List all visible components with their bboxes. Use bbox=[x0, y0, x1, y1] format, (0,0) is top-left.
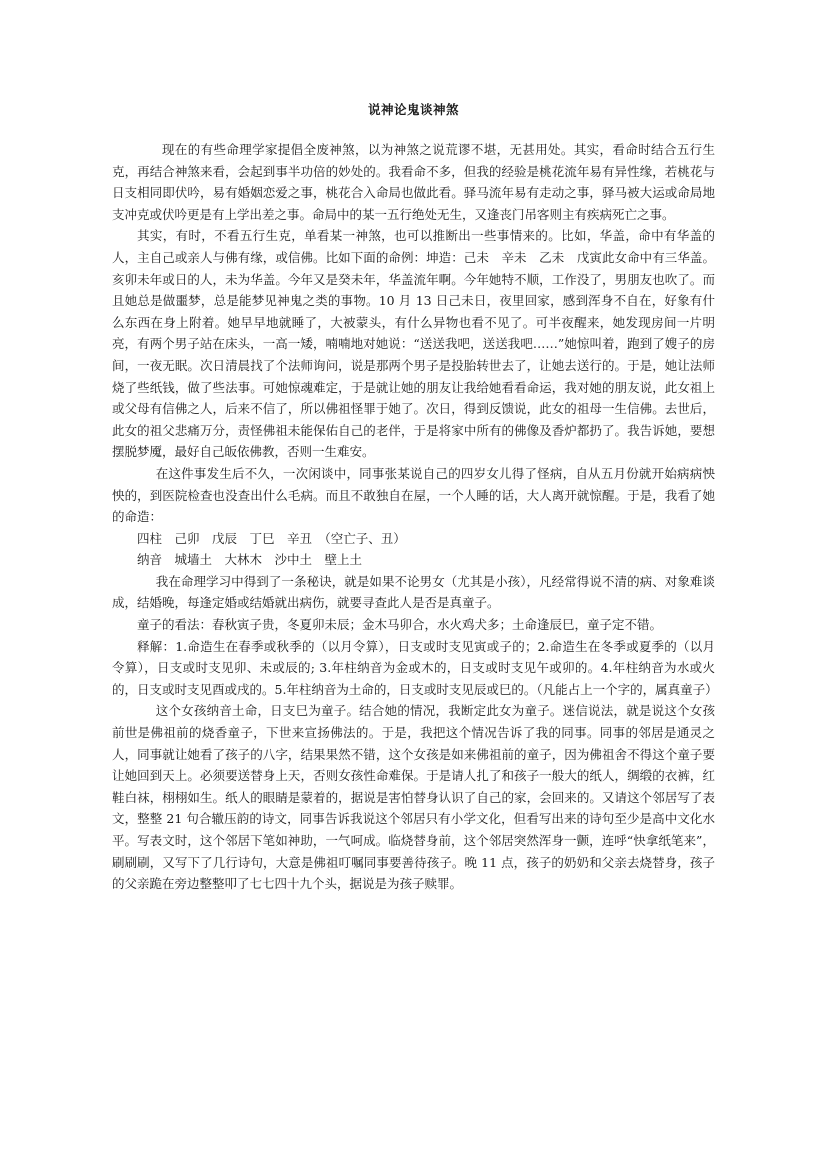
paragraph-explanation: 释解：1.命造生在春季或秋季的（以月令算），日支或时支见寅或子的；2.命造生在冬季或夏季的（以月令算），日支或时支见卯、未或辰的; 3.年柱纳音为金或木的，日支或时支见午或卯的。4.年柱纳音为水或火的，日支或时支见酉或戌的。5.年柱纳音为土命的，日支或时支见辰或巳的。（凡能占上一个字的，属真童子） bbox=[112, 638, 718, 697]
paragraph-conclusion: 这个女孩纳音土命，日支巳为童子。结合她的情况，我断定此女为童子。迷信说法，就是说这个女孩前世是佛祖前的烧香童子，下世来宣扬佛法的。于是，我把这个情况告诉了我的同事。同事的邻居是通灵之人，同事就让她看了孩子的八字，结果果然不错，这个女孩是如来佛祖前的童子，因为佛祖舍不得这个童子要让她回到天上。必须要送替身上天，否则女孩性命难保。于是请人扎了和孩子一般大的纸人，绸缎的衣裤，红鞋白袜，栩栩如生。纸人的眼睛是蒙着的，据说是害怕替身认识了自己的家，会回来的。又请这个邻居写了表文，整整 21 句合辙压韵的诗文，同事告诉我说这个邻居只有小学文化，但看写出来的诗句至少是高中文化水平。写表文时，这个邻居下笔如神助，一气呵成。临烧替身前，这个邻居突然浑身一颤，连呼“快拿纸笔来”，刷刷刷，又写下了几行诗句，大意是佛祖叮嘱同事要善待孩子。晚 11 点，孩子的奶奶和父亲去烧替身，孩子的父亲跪在旁边整整叩了七七四十九个头，据说是为孩子赎罪。 bbox=[112, 703, 715, 892]
paragraph-tongzi-rule: 童子的看法：春秋寅子贵，冬夏卯未辰；金木马卯合，水火鸡犬多；土命逢辰巳，童子定不错。 bbox=[137, 617, 663, 633]
chart-line-nayin: 纳音 城墙土 大林木 沙中土 壁上土 bbox=[137, 552, 363, 568]
paragraph-huagai-case: 其实，有时，不看五行生克，单看某一神煞，也可以推断出一些事情来的。比如，华盖，命中有华盖的人，主自己或亲人与佛有缘，或信佛。比如下面的命例：坤造：己未 辛未 乙未 戊寅此女命中有三华盖。亥卯未年或日的人，未为华盖。今年又是癸未年，华盖流年啊。今年她特不顺，工作没了，男朋友也吹了。而且她总是做噩梦，总是能梦见神鬼之类的事物。10 月 13 日己未日，夜里回家，感到浑身不自在，好象有什么东西在身上附着。她早早地就睡了，大被蒙头，有什么异物也看不见了。可半夜醒来，她发现房间一片明亮，有两个男子站在床头，一高一矮，喃喃地对她说：“送送我吧，送送我吧……”她惊叫着，跑到了嫂子的房间，一夜无眠。次日清晨找了个法师询问，说是那两个男子是投胎转世去了，让她去送行的。于是，她让法师烧了些纸钱，做了些法事。可她惊魂难定，于是就让她的朋友让我给她看看命运，我对她的朋友说，此女祖上或父母有信佛之人，后来不信了，所以佛祖怪罪于她了。次日，得到反馈说，此女的祖母一生信佛。去世后，此女的祖父悲痛万分，责怪佛祖未能保佑自己的老伴，于是将家中所有的佛像及香炉都扔了。我告诉她，要想摆脱梦魇，最好自己皈依佛教，否则一生难安。 bbox=[112, 228, 715, 460]
document-page bbox=[112, 100, 718, 895]
chart-line-sizhu: 四柱 己卯 戊辰 丁巳 辛丑 （空亡子、丑） bbox=[137, 530, 406, 546]
paragraph-intro: 现在的有些命理学家提倡全废神煞，以为神煞之说荒谬不堪，无甚用处。其实，看命时结合五行生克，再结合神煞来看，会起到事半功倍的妙处的。我看命不多，但我的经验是桃花流年易有异性缘，若桃花与日支相同即伏吟，易有婚姻恋爱之事，桃花合入命局也做此看。驿马流年易有走动之事，驿马被大运或命局地支冲克或伏吟更是有上学出差之事。命局中的某一五行绝处无生，又逢丧门吊客则主有疾病死亡之事。 bbox=[112, 142, 715, 222]
document-title: 说神论鬼谈神煞 bbox=[367, 102, 459, 117]
paragraph-colleague-daughter: 在这件事发生后不久，一次闲谈中，同事张某说自己的四岁女儿得了怪病，自从五月份就开始病病怏怏的，到医院检查也没查出什么毛病。而且不敢独自在屋，一个人睡的话，大人离开就惊醒。于是，我看了她的命造： bbox=[112, 465, 715, 525]
paragraph-secret: 我在命理学习中得到了一条秘诀，就是如果不论男女（尤其是小孩），凡经常得说不清的病、对象难谈成，结婚晚，每逢定婚或结婚就出病伤，就要寻查此人是否是真童子。 bbox=[112, 573, 715, 611]
